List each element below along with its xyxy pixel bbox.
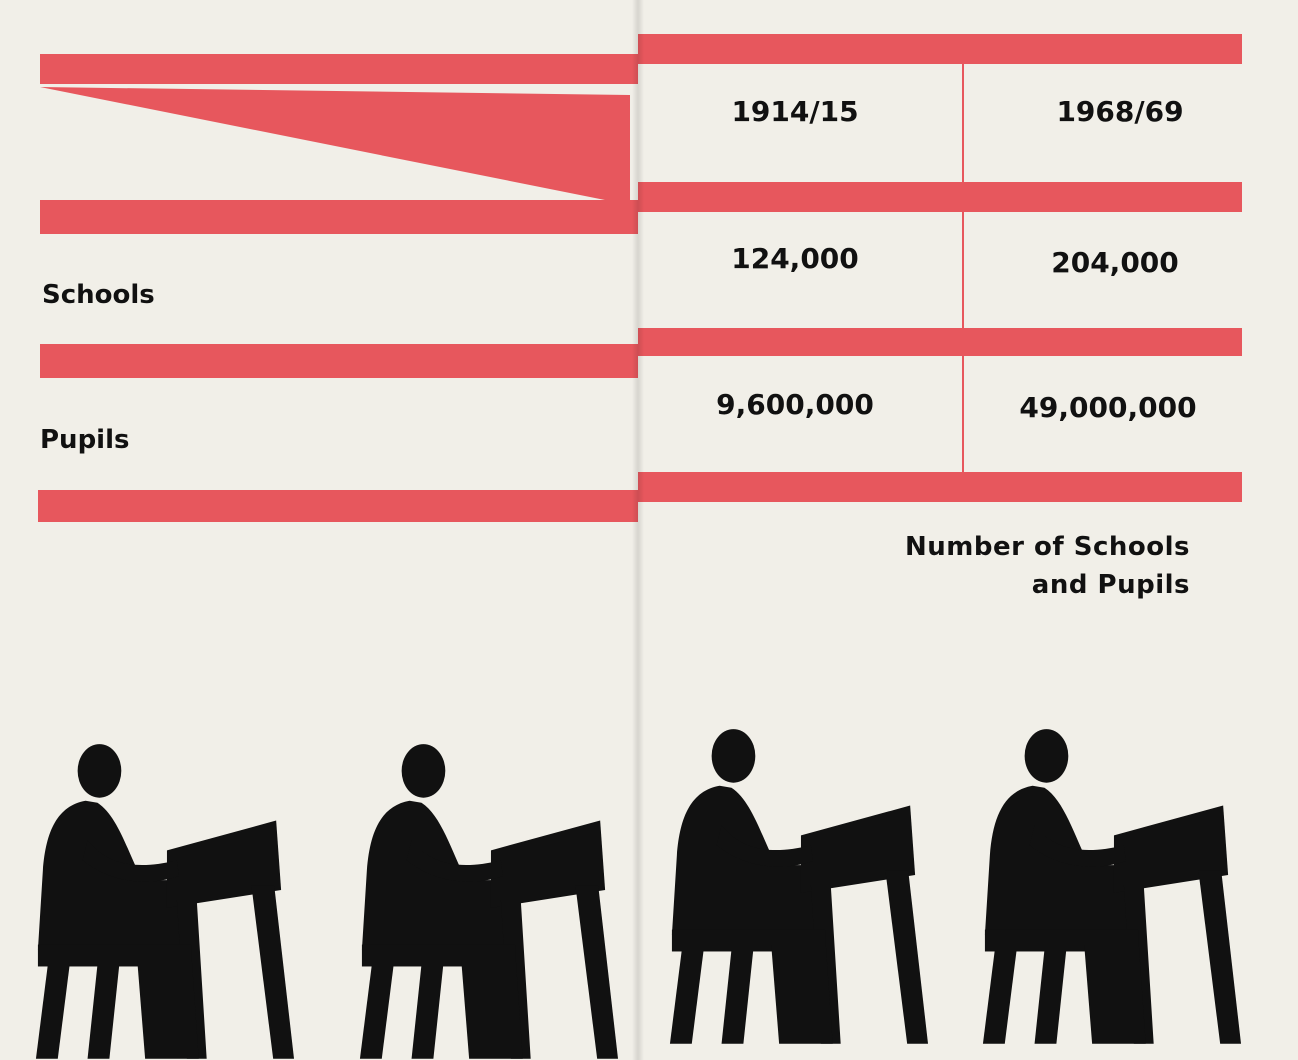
- caption-line-2: and Pupils: [1031, 570, 1190, 600]
- column-header-1914: 1914/15: [731, 95, 859, 128]
- schools-1968-value: 204,000: [1051, 246, 1179, 279]
- pupil-at-desk-icon: [975, 700, 1243, 1060]
- pupil-at-desk-icon: [662, 700, 930, 1060]
- band-bottom-left: [38, 490, 638, 522]
- band-schools-top-right: [638, 182, 1242, 212]
- band-schools-top-left: [40, 200, 638, 234]
- caption-line-1: Number of Schools: [905, 532, 1190, 562]
- pupils-1914-value: 9,600,000: [716, 388, 874, 421]
- band-pupils-top-right: [638, 328, 1242, 356]
- schools-1914-value: 124,000: [731, 242, 859, 275]
- pupil-figures: [0, 680, 1298, 1060]
- pupil-at-desk-icon: [352, 730, 620, 1060]
- pupil-at-desk-icon: [28, 730, 296, 1060]
- chart-caption: [905, 528, 1190, 604]
- row-label-pupils: Pupils: [40, 425, 130, 455]
- band-header-right: [638, 34, 1242, 64]
- growth-wedge: [40, 87, 630, 205]
- band-top-left: [40, 54, 638, 84]
- band-pupils-top-left: [40, 344, 638, 378]
- row-label-schools: Schools: [42, 280, 155, 310]
- band-bottom-right: [638, 472, 1242, 502]
- column-header-1968: 1968/69: [1056, 95, 1184, 128]
- pupils-1968-value: 49,000,000: [1019, 391, 1197, 424]
